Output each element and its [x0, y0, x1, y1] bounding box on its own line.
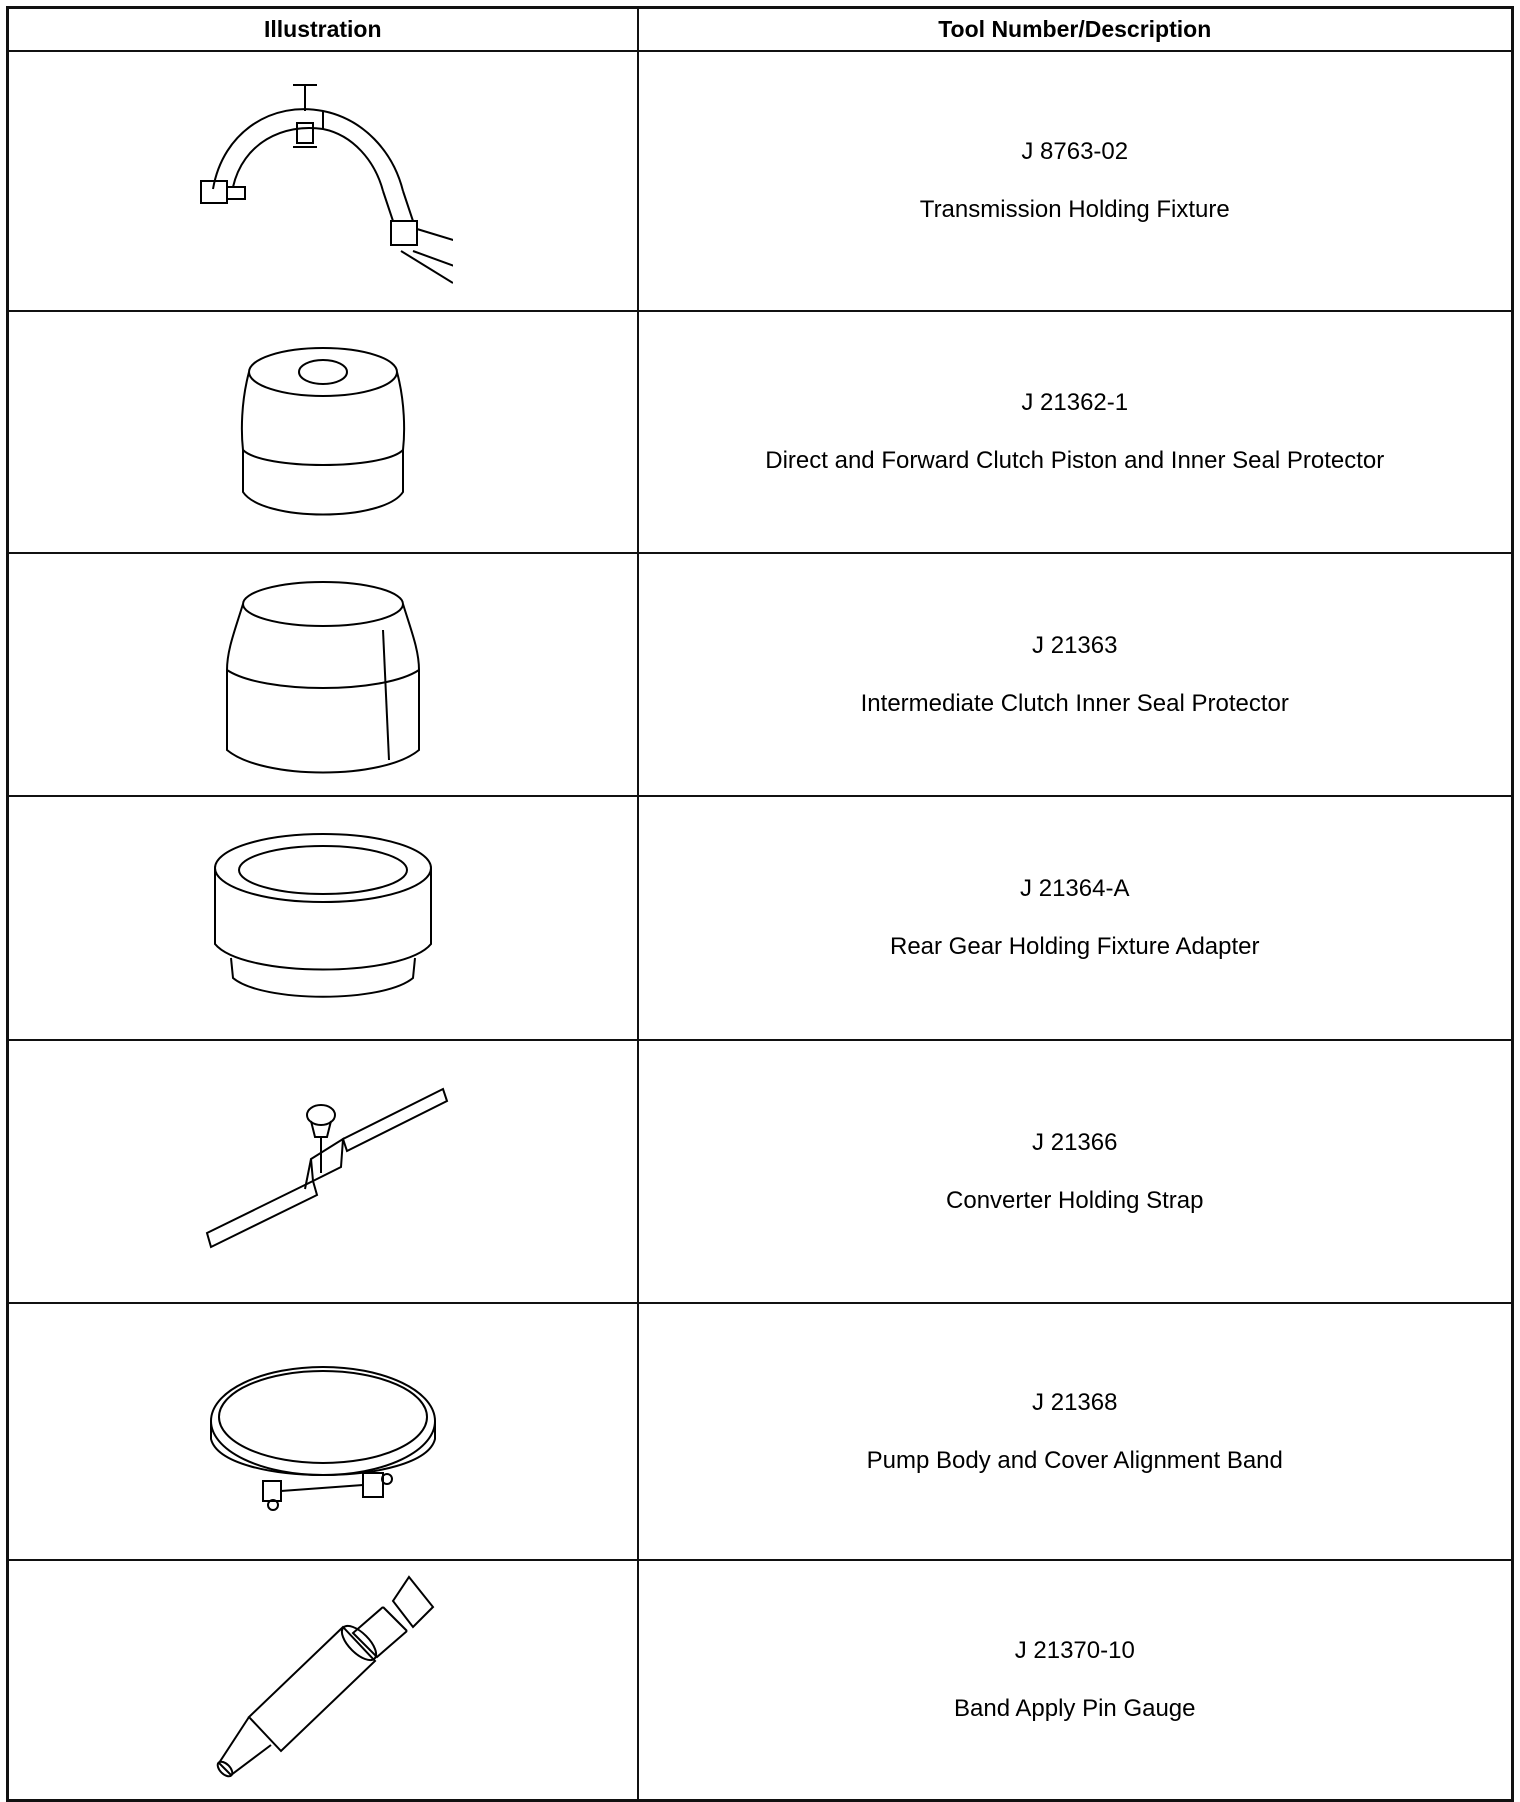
seal-protector-icon	[223, 332, 423, 532]
tool-description: Pump Body and Cover Alignment Band	[866, 1446, 1283, 1474]
illustration-cell	[8, 553, 638, 796]
tool-description: Band Apply Pin Gauge	[953, 1694, 1196, 1722]
tool-number: J 21364-A	[1020, 875, 1130, 902]
tool-number: J 8763-02	[1021, 138, 1129, 165]
holding-strap-icon	[193, 1077, 453, 1267]
tool-description: Transmission Holding Fixture	[919, 196, 1230, 223]
description-cell	[638, 1303, 1513, 1560]
table-row	[8, 1560, 1513, 1800]
illustration-cell	[8, 51, 638, 311]
tool-description: Intermediate Clutch Inner Seal Protector	[860, 689, 1289, 717]
intermediate-seal-protector-icon	[213, 570, 433, 780]
table-row	[8, 311, 1513, 553]
header-row	[8, 8, 1513, 52]
table-row	[8, 51, 1513, 311]
illustration-cell	[8, 311, 638, 553]
tool-number: J 21362-1	[1021, 389, 1129, 416]
description-cell	[638, 311, 1513, 553]
tool-number: J 21368	[1032, 1388, 1118, 1416]
description-cell	[638, 1040, 1513, 1303]
illustration-cell	[8, 1040, 638, 1303]
description-cell	[638, 51, 1513, 311]
tool-number: J 21363	[1032, 631, 1118, 659]
tool-header: Tool Number/Description	[638, 8, 1513, 52]
special-tools-table	[6, 6, 1514, 1802]
holding-fixture-icon	[193, 71, 453, 291]
tool-description: Direct and Forward Clutch Piston and Inner Seal Protector	[765, 447, 1385, 474]
description-cell	[638, 796, 1513, 1040]
alignment-band-icon	[203, 1347, 443, 1517]
illustration-cell	[8, 1560, 638, 1800]
tool-description: Rear Gear Holding Fixture Adapter	[889, 933, 1260, 960]
pin-gauge-icon	[203, 1567, 443, 1793]
table-row	[8, 1040, 1513, 1303]
tool-number: J 21370-10	[1014, 1636, 1135, 1664]
illustration-header: Illustration	[8, 8, 638, 52]
table-row	[8, 553, 1513, 796]
table-row	[8, 1303, 1513, 1560]
illustration-cell	[8, 796, 638, 1040]
tool-number: J 21366	[1032, 1128, 1118, 1156]
fixture-adapter-icon	[203, 828, 443, 1008]
illustration-cell	[8, 1303, 638, 1560]
tool-description: Converter Holding Strap	[946, 1186, 1204, 1214]
table-row	[8, 796, 1513, 1040]
description-cell	[638, 1560, 1513, 1800]
description-cell	[638, 553, 1513, 796]
